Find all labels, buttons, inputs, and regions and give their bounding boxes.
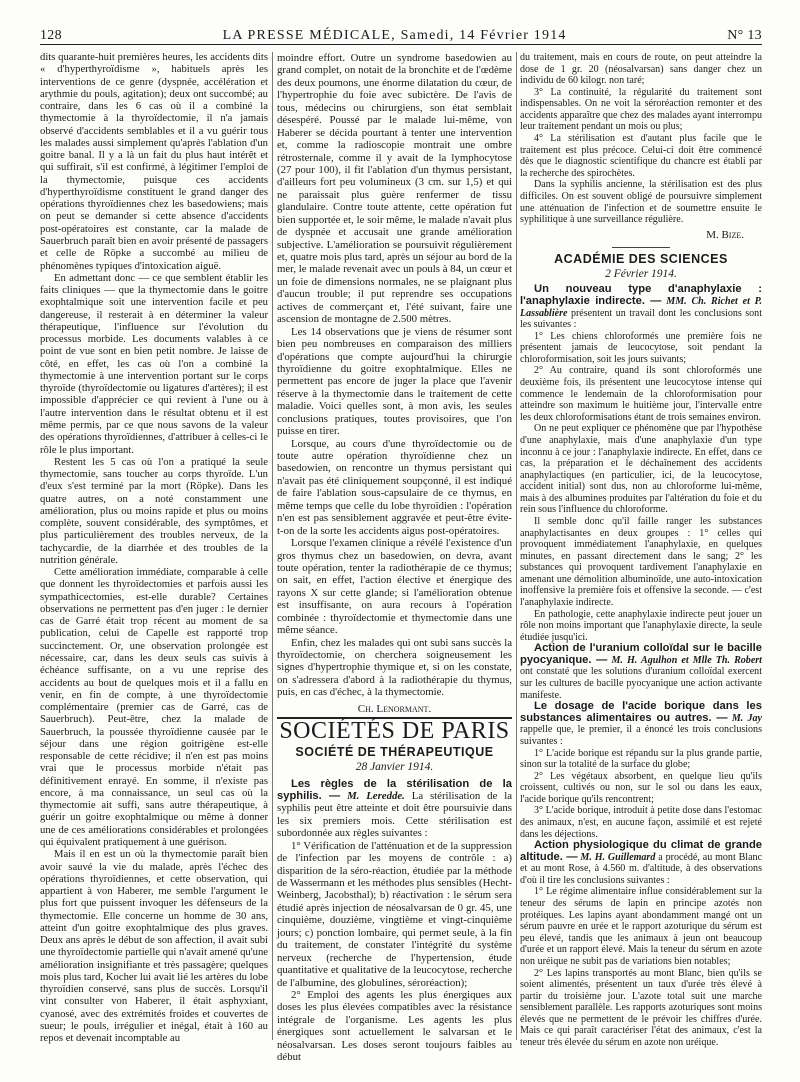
item-author: MM. Ch. Richet et P. Lassablière: [520, 295, 762, 319]
paragraph: Cette amélioration immédiate, comparable à celle que donnent les thyroïdectomies et parfois aussi les sympathicectomies, est-elle durable? Certaines observations ne permettent pas d'en juger : le dernier cas de Garré était trop récent au moment de sa publication, celui de Capelle est rapporté trop succinctement. Or, une observation prolongée est nécessaire, car, dans les deux seuls cas suivis à échéance suffisante, on a vu une reprise des accidents au bout de quelques mois et il a fallu en venir, en fin de compte, à une thyroïdectomie complémentaire (premier cas de Garré, cas de Sauerbruch). Peut-être, chez la malade de Sauerbruch, la poussée thyroïdienne causée par le séjour dans une région goitrigène est-elle responsable de cette récidive; il n'en est pas moins vrai que le processus morbide n'était pas définitivement enrayé. En somme, il n'existe pas encore, à ma connaissance, un seul cas où la thymectomie ait suffi, sans autre thérapeutique, à guérir un goitre exophtalmique ou même à donner une de ces améliorations considérables et prolongées qui équivalent pratiquement à une guérison.: [40, 567, 268, 848]
page-number: 128: [40, 28, 62, 43]
section-date: 2 Février 1914.: [605, 267, 677, 280]
paragraph: Dans la syphilis ancienne, la stérilisation est des plus difficiles. On est souvent obligé de poursuivre simplement une atténuation de l'infection et de soumettre ensuite le syphilitique à une surveillance régulière.: [520, 179, 762, 226]
column-middle: [277, 52, 512, 1064]
column-right: [520, 52, 762, 1049]
paragraph: On ne peut expliquer ce phénomène que par l'hypothèse d'une anaphylaxie, mais d'une anaphylaxie d'un type inconnu à ce jour : l'anaphylaxie indirecte. En effet, dans ce cas, la préparation et le déchaînement des accidents anaphylactiques (en particulier, ici, de la leucocytose, accident initial) sont dus, non au chloroforme lui-même, mais à des albumines produites par l'altération du foie et du rein sous l'influence du chloroforme.: [520, 423, 762, 516]
article-signature: Ch. Lenormant.: [357, 702, 432, 715]
paragraph: Lorsque l'examen clinique a révélé l'existence d'un gros thymus chez un basedowien, on devra, avant toute opération, tenter la radiothérapie de ce thymus; on sait, en effet, l'action élective et énergique des rayons X sur cette glande; si l'amélioration obtenue est insuffisante, on aura recours à l'opération combinée : thyroïdectomie et thymectomie dans une même séance.: [277, 537, 512, 637]
paragraph: Mais il en est un où la thymectomie paraît bien avoir sauvé la vie du malade, après l'échec des opérations thyroïdiennes, et cette observation, qui appartient à von Haberer, me semble l'argument le plus fort que puissent invoquer les défenseurs de la thymectomie. Elle concerne un homme de 30 ans, atteint d'un goitre exophtalmique des plus graves. Deux ans après le début de son affection, il avait subi une thyroïdectomie partielle qui n'avait amené qu'une amélioration insignifiante et très passagère; quelques mois plus tard, Kocher lui avait lié les artères du lobe thyroïdien conservé, sans plus de succès. Lorsqu'il vint consulter von Haberer, il était asphyxiant, cyanosé, avec des extrémités froides et couvertes de sueur; le pouls, irrégulier et inégal, était à 160 au repos et devenait incomptable au: [40, 849, 268, 1045]
section-date: 28 Janvier 1914.: [355, 761, 434, 774]
item-author: M. Leredde.: [347, 789, 405, 802]
item-title: Action physiologique du climat de grande altitude. —: [520, 839, 762, 863]
item-author: M. H. Agulhon et Mlle Th. Robert: [611, 654, 762, 666]
paragraph: Il semble donc qu'il faille ranger les substances anaphylactisantes en deux groupes : 1° celles qui provoquent immédiatement l'anaphylaxie, en quelques minutes, en passant directement dans le sang; 2° les substances qui provoquent tardivement l'anaphylaxie en amenant une démolition albuminoïde, une auto-intoxication inoffensive la première fois et offensive la seconde. — c'est l'anaphylaxie indirecte.: [520, 515, 762, 609]
report-signature: M. Bize.: [706, 228, 744, 241]
paragraph: En pathologie, cette anaphylaxie indirecte peut jouer un rôle non moins important que l'anaphylaxie directe, la seule étudiée jusqu'ici.: [520, 608, 762, 643]
paragraph: 2° Emploi des agents les plus énergiques aux doses les plus élevées compatibles avec la résistance intégrale de l'organisme. Les agents les plus énergiques sont actuellement le salvarsan et le néosalvarsan. Les doses seront toujours faibles au début: [277, 988, 512, 1064]
paragraph: moindre effort. Outre un syndrome basedowien au grand complet, on notait de la bronchite et de l'œdème des deux poumons, une énorme dilatation du cœur, de l'hypertrophie du foie avec subictère. De l'avis de tous, médecins ou chirurgiens, son état semblait désespéré. Poussé par le malade lui-même, von Haberer se décida pourtant à tenter une intervention et, comme la radioscopie montrait une ombre rétrosternale, comme il y avait de la lymphocytose (27 pour 100), il fit l'ablation d'un thymus persistant, d'ailleurs fort peu volumineux (3 cm. sur 1,5) et qui ne paraissait plus guère renfermer de tissu glandulaire. Contre toute attente, cette opération fut bien supportée et, le soir même, le malade n'avait plus de dyspnée et accusait une grande amélioration subjective. L'amélioration se poursuivit régulièrement et, quatre mois plus tard, après un séjour au bord de la mer, le malade revenait avec un pouls à 84, un cœur et un foie de dimensions normales, ne se plaignant plus d'aucun trouble; il put reprendre ses occupations actives de commerçant et, l'été suivant, faire une ascension de montagne de 2.500 mètres.: [277, 52, 512, 326]
report-paragraph: [520, 840, 762, 886]
item-title: Action de l'uranium colloïdal sur le bacille pyocyanique. —: [520, 642, 762, 666]
separator-rule: [612, 247, 670, 248]
section-heading: ACADÉMIE DES SCIENCES: [554, 252, 728, 267]
item-title: Le dosage de l'acide borique dans les substances alimentaires ou autres. —: [520, 700, 762, 724]
paragraph: En admettant donc — ce que semblent établir les faits cliniques — que la thymectomie dans le goitre exophtalmique soit une intervention facile et peu dangereuse, il resterait à en déterminer la valeur thérapeutique, l'influence sur l'évolution du processus morbide. Les documents valables à ce point de vue sont en bien petit nombre. Je laisse de côté, en effet, les cas où l'on a combiné la thymectomie à une intervention portant sur le corps thyroïde (thyroïdectomie ou ligatures d'artères); il est impossible d'apprécier ce qui revient à l'une ou à l'autre intervention dans le résultat obtenu et il est même permis, par ce que nous savons de la valeur des opérations thyroïdiennes, d'attribuer à celles-ci le rôle le plus important.: [40, 272, 268, 456]
item-title: Un nouveau type d'anaphylaxie : l'anaphylaxie indirecte. —: [520, 283, 762, 307]
paragraph: 3° L'acide borique, introduit à petite dose dans l'estomac des animaux, n'est, en aucune façon, assimilé et est rejeté dans les déjections.: [520, 805, 762, 840]
societies-heading: SOCIÉTÉS DE PARIS: [277, 717, 512, 737]
paragraph: du traitement, mais en cours de route, on peut atteindre la dose de 1 gr. 20 (néosalvarsan) sans danger chez un individu de 60 kilogr. non taré;: [520, 52, 762, 87]
paragraph: Enfin, chez les malades qui ont subi sans succès la thyroïdectomie, on cherchera soigneusement les signes d'hypertrophie thymique et, si on les constate, on s'adressera d'abord à la radiothérapie du thymus, puis, en cas d'échec, à la thymectomie.: [277, 636, 512, 699]
item-lead: La stérilisation de la syphilis peut être atteinte et doit être poursuivie dans les six premiers mois. Cette stérilisation est subordonnée aux règles suivantes :: [277, 789, 512, 840]
paragraph: 1° Les chiens chloroformés une première fois ne présentent jamais de leucocytose, soit pendant la chloroformisation, soit les jours suivants;: [520, 330, 762, 365]
paragraph: 1° Vérification de l'atténuation et de la suppression de l'infection par les moyens de contrôle : a) disparition de la séro-réaction, étudiée par la méthode de Wassermann et les méthodes plus sensibles (Hecht-Weinberg, Jacobsthal); b) réactivation : le sérum sera étudié après injection de néosalvarsan de 0 gr. 45, une cinquième, douzième, vingtième et vingt-cinquième jours; c) ponction lombaire, qui permet seule, à la fin du traitement, de constater l'intégrité du système nerveux (recherche de l'hypertension, étude quantitative et qualitative de la leucocytose, recherche de l'albumine, des globulines, séroréaction);: [277, 839, 512, 989]
report-paragraph: [277, 778, 512, 840]
report-paragraph: [520, 701, 762, 747]
column-divider: [272, 52, 273, 1040]
report-paragraph: [520, 643, 762, 701]
item-title: Les règles de la stérilisation de la syphilis. —: [277, 777, 512, 802]
paragraph: 2° Les lapins transportés au mont Blanc, bien qu'ils se soient alimentés, présentent un taux d'urée très élevé à partir du troisième jour. L'azote total suit une marche sensiblement parallèle. Les rapports azoturiques sont moins élevés que ne permettent de le prévoir les chiffres d'urée. Mais ce qui paraît caractériser l'état des animaux, c'est la teneur très élevée du sérum en azote non uréique.: [520, 967, 762, 1048]
page-header: [40, 20, 762, 44]
paragraph: 1° Le régime alimentaire influe considérablement sur la teneur des sérums de lapin en principe azotés non protéiques. Les lapins ayant abondamment mangé ont un sérum pauvre en urée et le rapport azoturique du sérum est peu élevé, tandis que les animaux à jeun ont beaucoup d'urée et un rapport élevé. Mais la teneur du sérum en azote non uréique ne subit pas de variations bien notables;: [520, 886, 762, 967]
paragraph: 4° La stérilisation est d'autant plus facile que le traitement est plus précoce. Celui-ci doit être commencé dès que le diagnostic scientifique du chancre est établi par la recherche des spirochètes.: [520, 133, 762, 179]
item-lead: rappelle que, le premier, il a énoncé les trois conclusions suivantes :: [520, 724, 762, 747]
column-divider: [516, 52, 517, 1040]
paragraph: Les 14 observations que je viens de résumer sont bien peu nombreuses en comparaison des milliers d'opérations que compte aujourd'hui la chirurgie thyroïdienne du goitre exophtalmique. Elles ne permettent pas encore de juger la place que l'avenir réserve à la thymectomie dans le traitement de cette maladie. Voici quelles sont, à mon avis, les seules conclusions pratiques, toutes provisoires, que l'on puisse en tirer.: [277, 325, 512, 438]
item-lead: a procédé, au mont Blanc et au mont Rose, à 4.560 m. d'altitude, à des observations d'où il tire les conclusions suivantes :: [520, 851, 763, 886]
paragraph: 1° L'acide borique est répandu sur la plus grande partie, sinon sur la totalité de la surface du globe;: [520, 747, 762, 771]
item-author: M. Jay: [731, 712, 763, 724]
paragraph: 2° Les végétaux absorbent, en quelque lieu qu'ils croissent, cultivés ou non, sur le sol ou dans les eaux, l'acide borique qu'ils rencontrent;: [520, 770, 762, 805]
paragraph: 2° Au contraire, quand ils sont chloroformés une deuxième fois, ils présentent une leucocytose intense qui commence le lendemain de la chloroformisation pour atteindre son maximum le huitième jour, l'intervalle entre les deux chloroformisations étant de trois semaines environ.: [520, 365, 762, 423]
item-lead: ont constaté que les solutions d'uranium colloïdal exercent sur les cultures de bacille pyocyanique une action activante manifeste.: [520, 666, 762, 701]
journal-title: LA PRESSE MÉDICALE, Samedi, 14 Février 1914: [222, 28, 567, 43]
issue-number: N° 13: [727, 28, 762, 43]
paragraph: dits quarante-huit premières heures, les accidents dits « d'hyperthyroïdisme », habituels après les interventions de ce genre (dyspnée, accélération et arythmie du pouls, agitation); deux ont succombé; au contraire, dans les 6 cas où il a combiné la thymectomie à la thyroïdectomie, il n'a jamais observé d'accidents semblables et il a vu guérir tous les malades aussi simplement qu'après l'ablation d'un goitre banal. Il y a là un fait du plus haut intérêt et qui suffirait, s'il est confirmé, à légitimer l'emploi de la thymectomie, puisque ces accidents d'hyperthyroïdisme constituent le grand danger des opérations thyroïdiennes chez les basedowiens; mais on peut se demander si cette absence d'accidents post-opératoires est constante, car la malade de Sauerbruch paraît bien en avoir présenté de passagers et celle de Röpke a succombé au milieu de phénomènes typiques d'intoxication aiguë.: [40, 52, 268, 272]
section-heading: SOCIÉTÉ DE THÉRAPEUTIQUE: [295, 744, 494, 759]
paragraph: 3° La continuité, la régularité du traitement sont indispensables. On ne voit la séroréaction remonter et des accidents apparaître que chez des malades ayant interrompu leur traitement pendant un mois ou plus;: [520, 86, 762, 133]
report-paragraph: [520, 284, 762, 330]
item-author: M. H. Guillemard: [580, 851, 656, 863]
paragraph: Lorsque, au cours d'une thyroïdectomie ou de toute autre opération thyroïdienne chez un basedowien, on rencontre un thymus persistant qui n'avait pas été cliniquement soupçonné, il est indiqué de faire l'ablation sous-capsulaire de ce thymus, en même temps que celle du lobe thyroïdien : l'opération n'en est pas sensiblement aggravée et peut-être évite-t-on de la sorte les accidents aigus post-opératoires.: [277, 437, 512, 537]
column-left: [40, 52, 268, 1046]
header-rule: [40, 44, 762, 45]
paragraph: Restent les 5 cas où l'on a pratiqué la seule thymectomie, sans toucher au corps thyroïde. L'un d'eux s'est terminé par la mort (Röpke). Dans les quatre autres, on a noté constamment une amélioration, plus ou moins rapide et plus ou moins complète, souvent considérable, des symptômes, et plus particulièrement des troubles nerveux, de la tachycardie, de la diarrhée et des troubles de la nutrition générale.: [40, 456, 268, 566]
item-lead: présentent un travail dont les conclusions sont les suivantes :: [520, 307, 762, 331]
